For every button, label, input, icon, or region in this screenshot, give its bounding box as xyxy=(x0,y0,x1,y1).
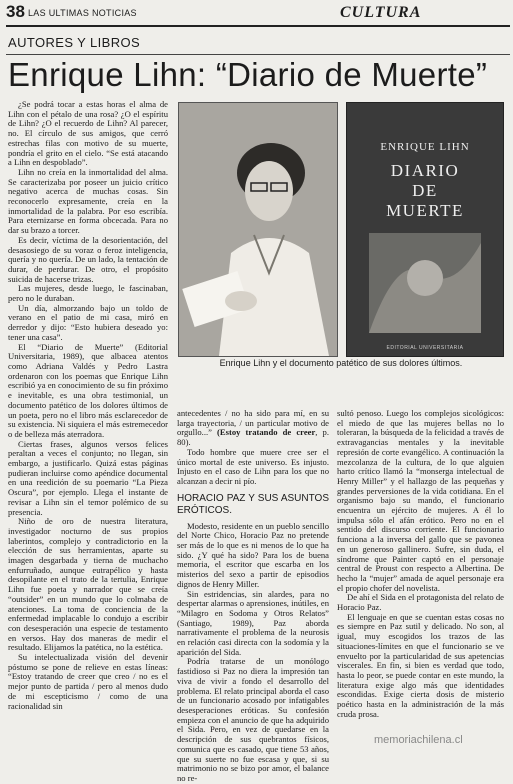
paragraph: Lihn no creía en la inmortalidad del alma. Se caracterizaba por poseer un juicio crítico negativo acerca de muchas cosas. Sin reconocerlo expresamente, creía en la inmortalidad de la palabra. Por eso escribía. Para eternizarse en forma obcecada. Para no dar su brazo a torcer. xyxy=(8,166,168,236)
paragraph: Podría tratarse de un monólogo fastidioso si Paz no diera la impresión tan viva de vivir a fondo el desarrollo del problema. El relato principal aborda el caso de un funcionario acosado por infatigables desesperaciones eróticas. Su confesión empieza con el anuncio de que ha adquirido el Sida. Pero, en vez de quedarse en la descripción de sus quebrantos físicos, comunica que es casado, que tiene 53 años, que su suerte no fue escasa y que, si su matrimonio no se bizo por amor, el balance no re- xyxy=(177,656,329,783)
paragraph: sultó penoso. Luego los complejos sicológicos: el miedo de que las mujeres bellas no lo toleraran, la búsqueda de la felicidad a través de extravagancias mentales y la inevitable represión de corte evangélico. A continuación la mezcolanza de la cultura, de lo que alguien harto crítico llamó la “monserga intelectual de Henry Miller” y el hallazgo de las pequeñas y grandes perversiones de la vida cotidiana. En el organismo bajo su mando, el funcionario encuentra un ejército de mujeres. A él lo impulsa sólo el afán erótico. Pero no en el sentido del discurso corriente. El funcionario funciona a la inversa del gallo que se pavonea en un generoso gallinero. Sufre, sin duda, el síndrome que Painter captó en el personaje central de Proust con respecto a Albertina. De hecho la “mujer” amada de aquel personaje era el propio chofer del novelista. xyxy=(337,408,504,593)
author-photo-icon xyxy=(179,103,337,356)
page-number: 38 xyxy=(6,2,25,21)
newspaper-name: LAS ULTIMAS NOTICIAS xyxy=(28,8,137,18)
article-kicker: AUTORES Y LIBROS xyxy=(8,35,141,50)
paragraph: Su intelectualizada visión del devenir póstumo se pone de relieve en estas líneas: “Estoy tratando de creer que creo / no es el mejor punto de partida / pero al menos dudo de mi escepticismo / como de una racionalidad sin xyxy=(8,652,168,711)
paragraph: Todo hombre que muere cree ser el único mortal de este universo. Es injusto. Injusto en el caso de Lihn para los que no alcanzan a decir ni pío. xyxy=(177,446,329,486)
photo-caption: Enrique Lihn y el documento patético de sus dolores últimos. xyxy=(219,358,463,368)
paragraph: Ciertas frases, algunos versos felices peraltan a veces el conjunto; no llegan, sin embargo, a justificarlo. Quizá estas páginas pudieran incluirse como apéndice documental en una reedición de su poemario “La Pieza Oscura”, por ejemplo. Llega el instante de revisar a Lihn sin el temor polémico de su presencia. xyxy=(8,438,168,517)
paragraph: Modesto, residente en un pueblo sencillo del Norte Chico, Horacio Paz no pretende ser más de lo que es ni menos de lo que ha sido. ¿Y qué ha sido? Para los de buena memoria, el escritor que escarba en los misterios del sexo a partir de episodios dignos de Henry Miller. xyxy=(177,520,329,589)
header-rule xyxy=(6,25,510,27)
paragraph: Un día, almorzando bajo un toldo de verano en el patio de mi casa, miró en derredor y dijo: “Esto hubiera deseado yo: tener una casa”. xyxy=(8,302,168,342)
subheading: HORACIO PAZ Y SUS ASUNTOS ERÓTICOS. xyxy=(177,492,329,516)
article-column-1 xyxy=(8,100,168,711)
book-cover-publisher: EDITORIAL UNIVERSITARIA xyxy=(386,345,464,351)
kicker-rule xyxy=(6,54,510,55)
section-name: CULTURA xyxy=(340,4,422,21)
paragraph: De ahí el Sida en el protagonista del relato de Horacio Paz. xyxy=(337,592,504,613)
book-cover-title: DIARIO DE MUERTE xyxy=(386,161,464,220)
article-headline: Enrique Lihn: “Diario de Muerte” xyxy=(8,56,488,93)
author-photo xyxy=(178,102,338,357)
book-cover-art-icon xyxy=(347,103,503,356)
paragraph: Sin estridencias, sin alardes, para no despertar alarmas o aprensiones, inútiles, en “Milagro en Sodoma y Otros Relatos” (Santiago, 1989), Paz aborda narrativamente el problema de la neurosis en relación casi directa con la sodomía y la aparición del Sida. xyxy=(177,588,329,657)
book-cover-author: ENRIQUE LIHN xyxy=(380,141,470,153)
quote-page: , p. 80). xyxy=(177,427,329,448)
book-cover xyxy=(346,102,504,357)
quote-source: (Estoy tratando de creer xyxy=(217,427,316,438)
quote-text: antecedentes / no ha sido para mí, en su larga trayectoria, / un particular motivo de orgullo...” xyxy=(177,408,329,438)
paragraph: Las mujeres, desde luego, le fascinaban, pero no le duraban. xyxy=(8,283,168,304)
paragraph: Es decir, víctima de la desorientación, del desasosiego de su voraz o feroz inteligencia, quería y no quería. De un lado, la tentación de durar, de perdurar. De otro, el propósito suicida de hacerse trizas. xyxy=(8,234,168,284)
paragraph: El “Diario de Muerte” (Editorial Universitaria, 1989), que albacea atentos como Adriana Valdés y Pedro Lastra ordenaron con los poemas que Enrique Lihn escribió ya en conocimiento de su fin próximo e inevitable, es una obra testimonial, un documento patético de los dolores últimos de un poeta, pero no el libro más esclarecedor de su existencia. Ni siquiera el más estremecedor o de belleza más aterradora. xyxy=(8,341,168,439)
paragraph xyxy=(177,409,329,448)
paragraph: Niño de oro de nuestra literatura, investigador nocturno de sus propios laberintos, complejo y contradictorio en la elección de sus herramientas, aparte su imagen desgarbada y tierna de muchacho enfurruñado, aunque eutrapélico y hasta desopilante en el trato de la tertulia, Enrique Lihn fue poeta y narrador que se creía “outsider” en un mundo que lo colmaba de atenciones. La toma de conciencia de la enfermedad implacable lo condujo a escribir con desesperación una especie de testamento en versos. Hay dos maneras de medir el resultado. Elijamos la patética, no la estética. xyxy=(8,516,168,653)
article-column-2 xyxy=(177,409,329,784)
source-watermark: memoriachilena.cl xyxy=(374,734,463,746)
paragraph: ¿Se podrá tocar a estas horas el alma de Lihn con el pétalo de una rosa? ¿O el espíritu de Lihn? ¿O el recuerdo de Lihn? Al parecer, no. El círculo de sus amigos, que cerró estrechas filas con motivo de su muerte, pondría el grito en el cielo. “Se está atacando a Lihn en despoblado”. xyxy=(8,99,168,168)
article-column-3 xyxy=(337,409,504,720)
paragraph: El lenguaje en que se cuentan estas cosas no es siempre en Paz sutil y delicado. No son, al igual, muy escogidos los trazos de las situaciones-límites en que el funcionario se ve envuelto por la particularidad de sus apetencias viscerales. En fin, si bien es verdad que todo, hasta lo peor, se puede contar en este mundo, la literatura exige algo más que identidades escondidas. Exige cierta dosis de misterio poético hasta en la administración de la más cruda prosa. xyxy=(337,611,504,719)
